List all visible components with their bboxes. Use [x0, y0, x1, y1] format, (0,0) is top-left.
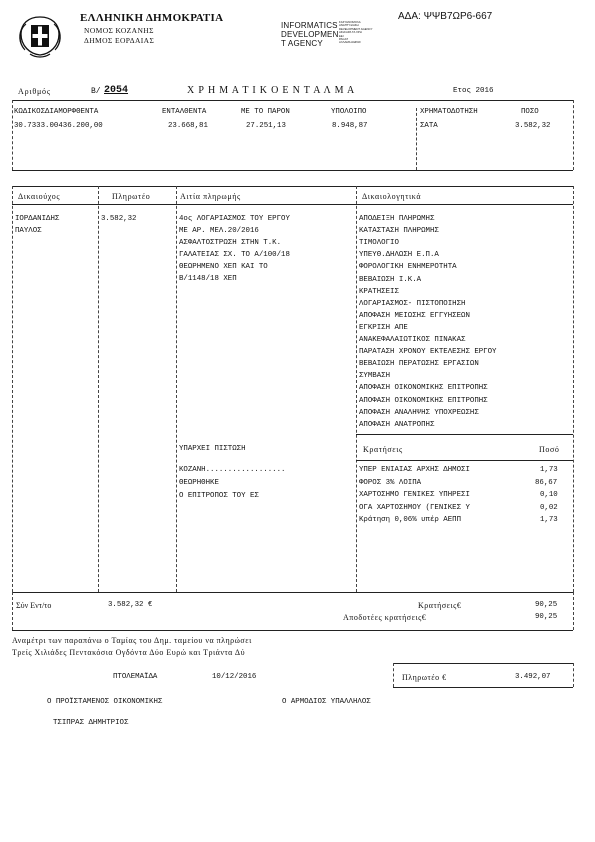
place-line: ΚΟΖΑΝΗ.................. [179, 466, 286, 474]
reason-line: ΓΑΛΑΤΕΙΑΣ ΣΧ. ΤΟ Α/100/18 [179, 251, 290, 259]
divider [356, 460, 573, 461]
col-header-beneficiary: Δικαιούχος [18, 192, 61, 201]
budget-code: 30.7333.00436.200,00 [14, 122, 103, 130]
logo-line-3: T AGENCY [281, 39, 323, 48]
document-item: ΑΠΟΦΑΣΗ ΑΝΑΤΡΟΠΗΣ [359, 420, 435, 429]
head-of-finance-name: ΤΣΙΠΡΑΣ ΔΗΜΗΤΡΙΟΣ [53, 719, 129, 727]
document-item: ΒΕΒΑΙΩΣΗ ΠΕΡΑΤΩΣΗΣ ΕΡΓΑΣΙΩΝ [359, 360, 479, 369]
divider [12, 186, 573, 187]
col-header-payable: Πληρωτέο [112, 192, 151, 201]
document-item: ΛΟΓΑΡΙΑΣΜΟΣ- ΠΙΣΤΟΠΟΙΗΣΗ [359, 299, 466, 308]
reason-line: 4ος ΛΟΓΑΡΙΑΣΜΟΣ ΤΟΥ ΕΡΓΟΥ [179, 215, 290, 223]
deductions-header: Κρατήσεις [363, 445, 403, 454]
series-label: Β/ [91, 87, 101, 96]
payment-instruction: Αναμέτρι των παραπάνω ο Ταμίας του Δημ. ταμείου να πληρώσει [12, 636, 252, 645]
year-label: Ετος 2016 [453, 87, 494, 95]
document-item: ΚΑΤΑΣΤΑΣΗ ΠΛΗΡΩΜΗΣ [359, 227, 439, 236]
approved-stamp: ΘΕΩΡΗΘΗΚΕ [179, 479, 219, 487]
document-item: ΑΠΟΦΑΣΗ ΑΝΑΛΗΨΗΣ ΥΠΟΧΡΕΩΣΗΣ [359, 408, 479, 417]
deduction-value: 0,10 [540, 491, 558, 499]
reason-line: Β/1148/18 ΧΕΠ [179, 275, 237, 283]
deduction-label: Κράτηση 0,06% υπέρ ΑΕΠΠ [359, 516, 462, 524]
funding-amount: 3.582,32 [515, 122, 551, 130]
deduction-label: ΥΠΕΡ ΕΝΙΑΙΑΣ ΑΡΧΗΣ ΔΗΜΟΣΙ [359, 466, 470, 474]
divider [393, 663, 573, 664]
credit-exists: ΥΠΑΡΧΕΙ ΠΙΣΤΩΣΗ [179, 445, 246, 453]
divider [12, 100, 573, 101]
deduction-label: ΦΟΡΟΣ 3% ΛΟΙΠΑ [359, 478, 422, 487]
reason-line: ΜΕ ΑΡ. ΜΕΛ.20/2016 [179, 227, 259, 235]
col-header-reason: Αιτία πληρωμής [180, 192, 241, 201]
municipality-name: ΔΗΜΟΣ ΕΟΡΔΑΙΑΣ [84, 36, 155, 45]
deduction-label: ΧΑΡΤΟΣΗΜΟ ΓΕΝΙΚΕΣ ΥΠΗΡΕΣΙ [359, 491, 470, 499]
divider [356, 434, 573, 435]
budget-issued: 23.668,81 [168, 122, 208, 130]
issue-date: 10/12/2016 [212, 673, 257, 681]
document-item: ΥΠΕΥΘ.ΔΗΛΩΣΗ Ε.Π.Α [359, 251, 439, 260]
document-item: ΤΙΜΟΛΟΓΙΟ [359, 239, 399, 248]
budget-remaining: 8.948,87 [332, 122, 368, 130]
commissioner-title: Ο ΕΠΙΤΡΟΠΟΣ ΤΟΥ ΕΣ [179, 492, 259, 500]
remitted-deductions-label: Αποδοτέες κρατήσεις€ [343, 613, 427, 622]
ada-code: ΑΔΑ: ΨΨΒ7ΩΡ6-667 [398, 11, 493, 22]
document-item: ΑΠΟΦΑΣΗ ΜΕΙΩΣΗΣ ΕΓΓΥΗΣΕΩΝ [359, 311, 470, 320]
reason-line: ΑΣΦΑΛΤΟΣΤΡΩΣΗ ΣΤΗΝ Τ.Κ. [179, 239, 282, 247]
col-header-issued: ΕΝΤΑΛΘΕΝΤΑ [162, 108, 207, 116]
document-item: ΠΑΡΑΤΑΣΗ ΧΡΟΝΟΥ ΕΚΤΕΛΕΣΗΣ ΕΡΓΟΥ [359, 348, 497, 357]
deduction-value: 86,67 [535, 478, 558, 487]
reason-line: ΘΕΩΡΗΜΕΝΟ ΧΕΠ ΚΑΙ ΤΟ [179, 263, 268, 271]
deduction-value: 1,73 [540, 466, 558, 474]
logo-line-2: DEVELOPMEN [281, 30, 339, 39]
divider [12, 204, 573, 205]
col-header-with-this: ΜΕ ΤΟ ΠΑΡΟΝ [241, 108, 290, 116]
col-header-remaining: ΥΠΟΛΟΙΠΟ [331, 108, 367, 116]
deduction-label: ΟΓΑ ΧΑΡΤΟΣΗΜΟΥ (ΓΕΝΙΚΕΣ Υ [359, 503, 470, 512]
col-header-amount: ΠΟΣΟ [521, 108, 539, 116]
document-item: ΕΓΚΡΙΣΗ ΑΠΕ [359, 323, 408, 332]
sum-label: Σύν Εντ/το [16, 601, 52, 610]
number-label: Αριθμός [18, 87, 51, 96]
document-item: ΑΠΟΔΕΙΞΗ ΠΛΗΡΩΜΗΣ [359, 215, 435, 223]
divider [12, 170, 573, 171]
issue-city: ΠΤΟΛΕΜΑΪΔΑ [113, 673, 158, 681]
document-item: ΦΟΡΟΛΟΓΙΚΗ ΕΝΗΜΕΡΟΤΗΤΑ [359, 263, 457, 272]
deduction-value: 0,02 [540, 503, 558, 512]
deductions-total-label: Κρατήσεις€ [418, 601, 462, 610]
document-item: ΒΕΒΑΙΩΣΗ Ι.Κ.Α [359, 275, 422, 284]
deduction-value: 1,73 [540, 516, 558, 524]
remitted-deductions-value: 90,25 [535, 613, 558, 621]
document-item: ΑΠΟΦΑΣΗ ΟΙΚΟΝΟΜΙΚΗΣ ΕΠΙΤΡΟΠΗΣ [359, 384, 488, 393]
col-header-documents: Δικαιολογητικά [362, 192, 422, 201]
head-of-finance-title: Ο ΠΡΟΪΣΤΑΜΕΝΟΣ ΟΙΚΟΝΟΜΙΚΗΣ [47, 698, 163, 706]
beneficiary-surname: ΙΟΡΔΑΝΙΔΗΣ [15, 215, 60, 223]
document-item: ΣΥΜΒΑΣΗ [359, 372, 391, 381]
budget-with-this: 27.251,13 [246, 122, 286, 130]
col-header-funding: ΧΡΗΜΑΤΟΔΟΤΗΣΗ [420, 108, 478, 116]
greek-emblem-icon [14, 12, 66, 60]
document-item: ΑΝΑΚΕΦΑΛΑΙΩΤΙΚΟΣ ΠΙΝΑΚΑΣ [359, 336, 466, 344]
republic-title: ΕΛΛΗΝΙΚΗ ΔΗΜΟΚΡΑΤΙΑ [80, 12, 224, 24]
logo-small-print: ΣΑΣΥΗΝΟΜΟΛΑ ΑΝΑΠΤΥΞΙΑΚΗ DEVELOPMENT AGENCY ΑΣΙΑ/ΑΡΑ ΤΑ ΧΡΗ ΕΕΙ PAGAT ΑΛΛΑΜΑ ΩΘΡΑΣ [339, 20, 373, 45]
sum-value: 3.582,32 € [108, 601, 153, 609]
funding-source: ΣΑΤΑ [420, 122, 438, 130]
deductions-total-value: 90,25 [535, 601, 558, 609]
divider [393, 687, 573, 688]
deductions-amount-header: Ποσό [539, 445, 560, 454]
net-payable-value: 3.492,07 [515, 673, 551, 681]
document-item: ΑΠΟΦΑΣΗ ΟΙΚΟΝΟΜΙΚΗΣ ΕΠΙΤΡΟΠΗΣ [359, 396, 488, 405]
payable-amount: 3.582,32 [101, 215, 137, 223]
col-header-code: ΚΩΔΙΚΟΣΔΙΑΜΟΡΦΘΕΝΤΑ [14, 108, 99, 116]
net-payable-label: Πληρωτέο € [402, 673, 447, 682]
divider [12, 592, 573, 593]
amount-in-words: Τρείς Χιλιάδες Πεντακόσια Ογδόντα Δύο Ευρώ και Τριάντα Δύ [12, 648, 246, 657]
order-number: 2054 [104, 85, 129, 96]
beneficiary-firstname: ΠΑΥΛΟΣ [15, 227, 42, 235]
prefecture-name: ΝΟΜΟΣ ΚΟΖΑΝΗΣ [84, 26, 154, 35]
document-item: ΚΡΑΤΗΣΕΙΣ [359, 287, 399, 296]
divider [12, 630, 573, 631]
logo-line-1: INFORMATICS [281, 21, 338, 30]
responsible-official-title: Ο ΑΡΜΟΔΙΟΣ ΥΠΑΛΛΗΛΟΣ [282, 698, 371, 706]
document-title: Χ Ρ Η Μ Α Τ Ι Κ Ο Ε Ν Τ Α Λ Μ Α [187, 85, 356, 96]
